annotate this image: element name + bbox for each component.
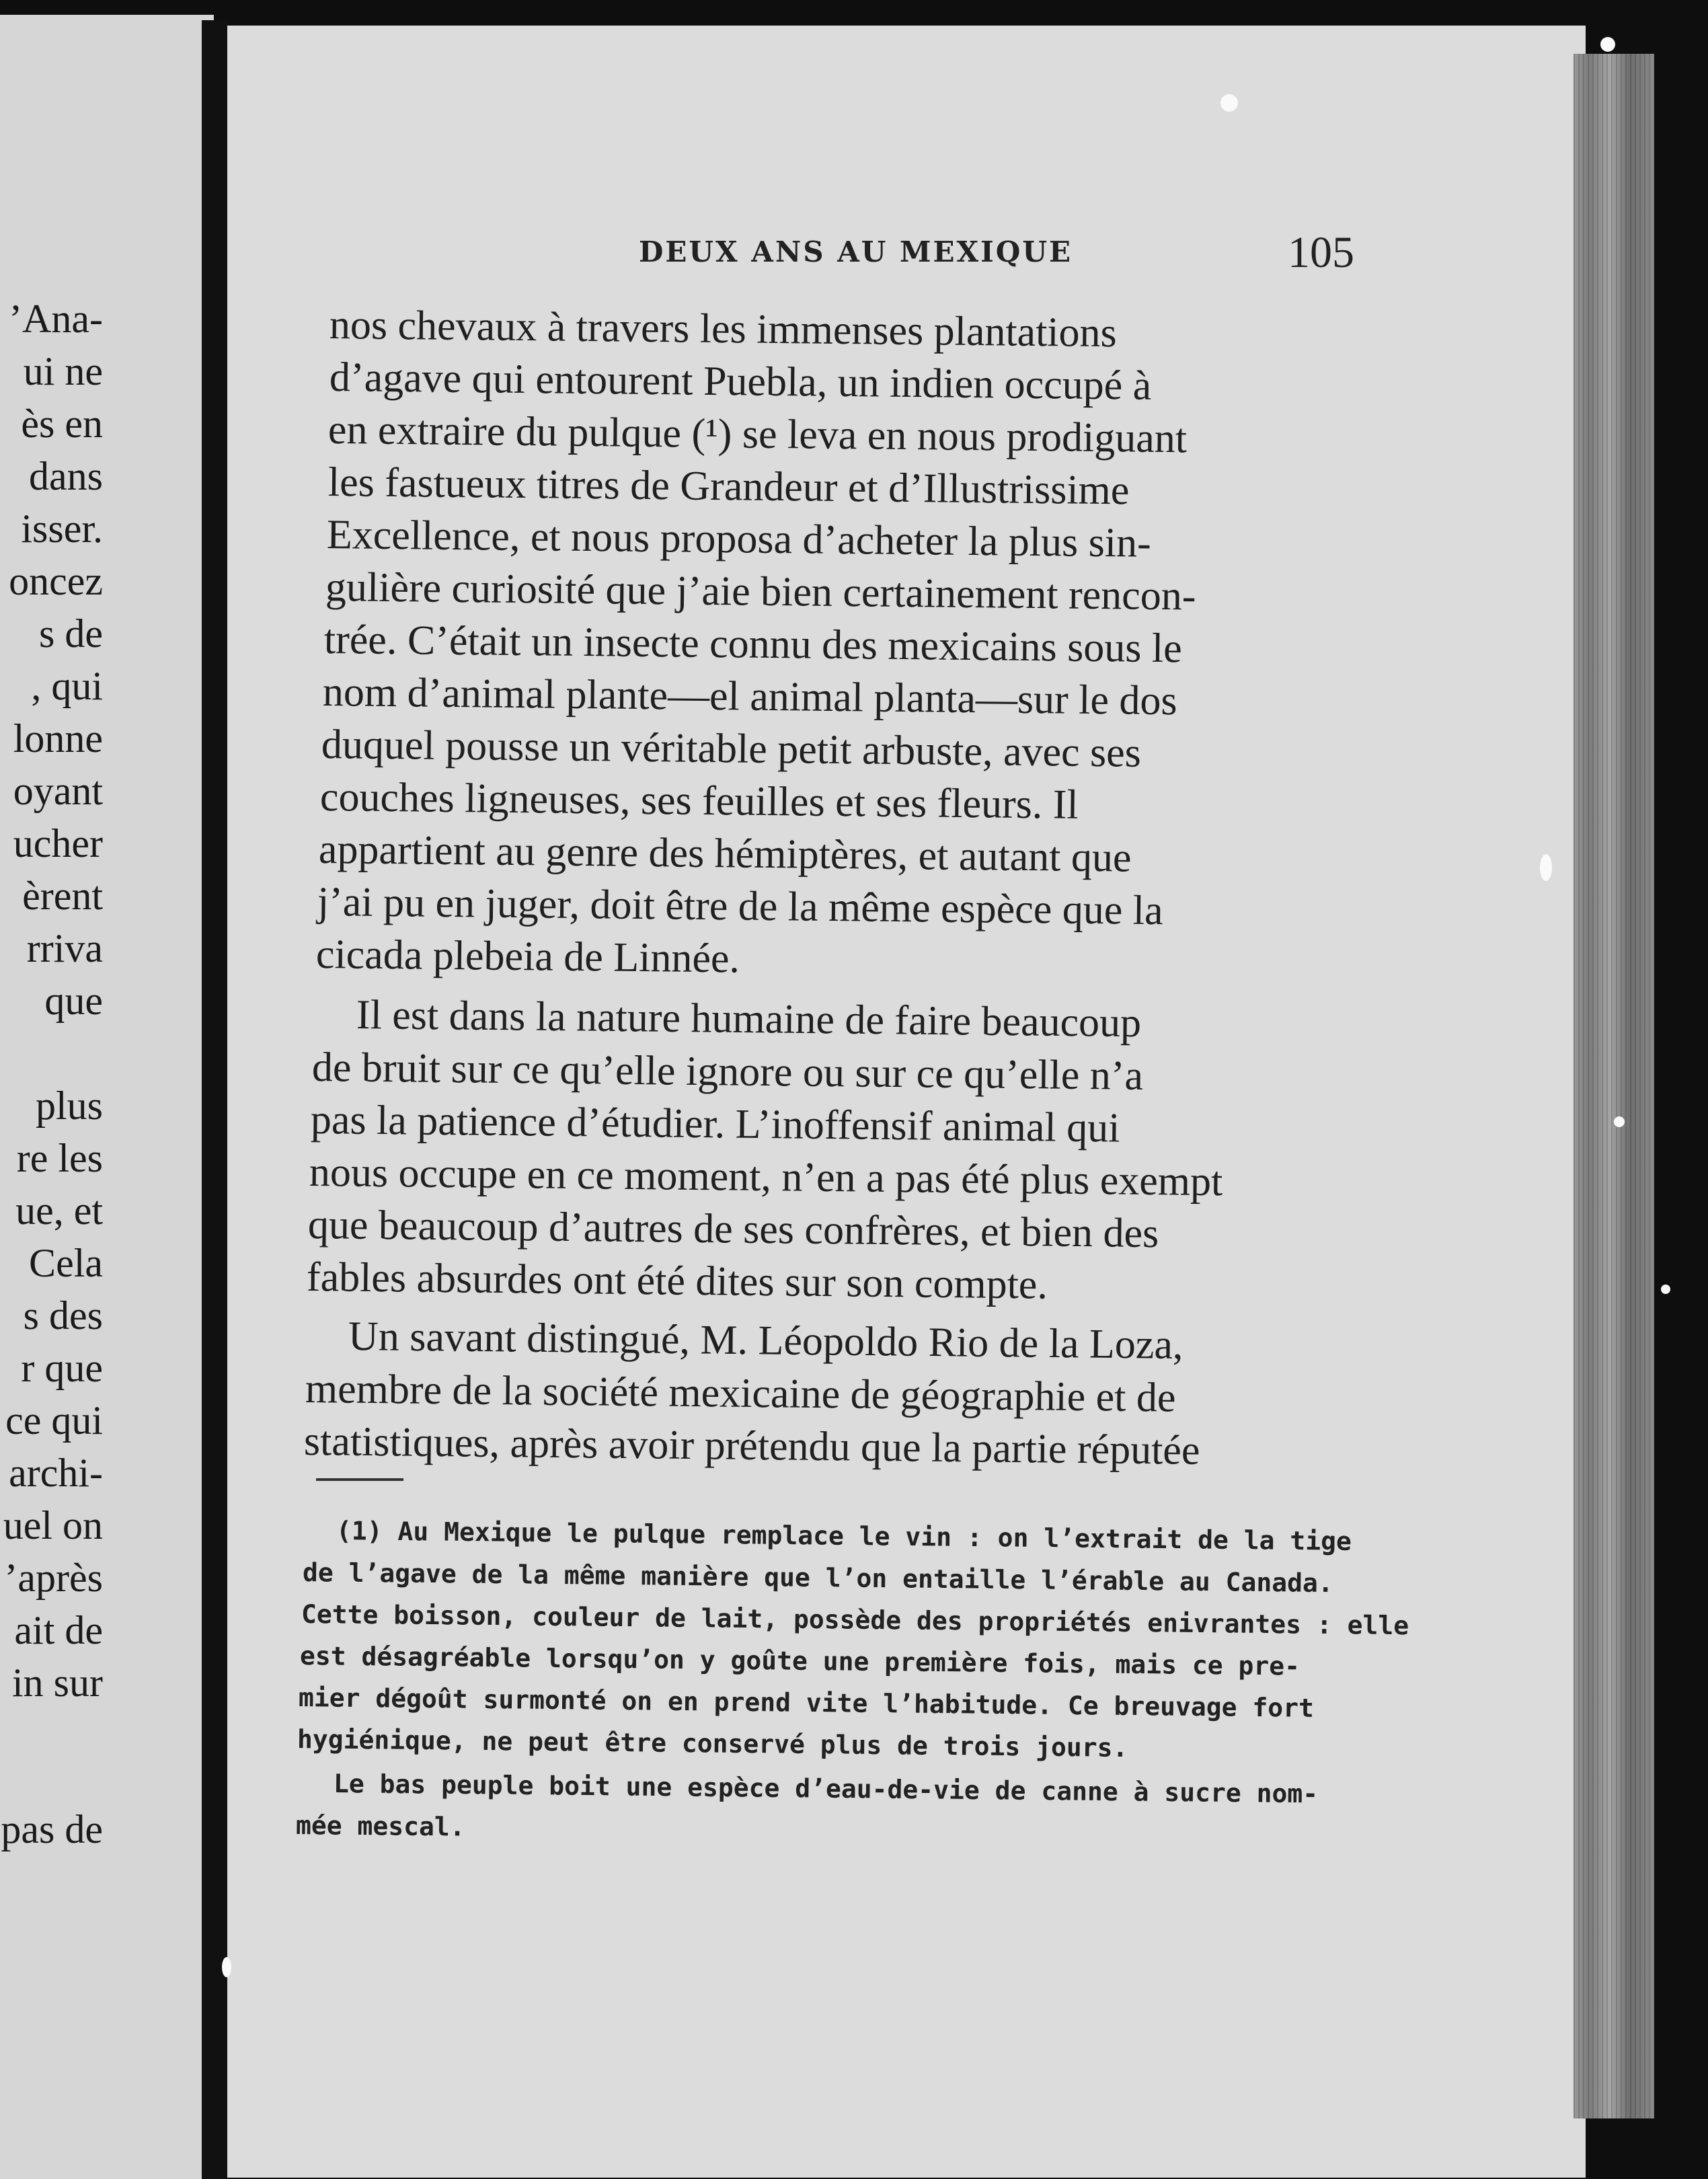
body-line: membre de la société mexicaine de géographie et de xyxy=(305,1366,1176,1421)
left-page-line: re les xyxy=(16,1136,103,1180)
dust-speck xyxy=(1220,94,1238,112)
left-page-line: s des xyxy=(23,1293,103,1338)
body-line: duquel pousse un véritable petit arbuste, avec ses xyxy=(321,722,1142,776)
body-line: Excellence, et nous proposa d’acheter la plus sin- xyxy=(326,512,1152,566)
left-page-line: oncez xyxy=(9,559,103,603)
left-page-line: rriva xyxy=(26,926,103,970)
left-page-fragment xyxy=(0,15,214,2179)
footnote-rule xyxy=(316,1478,403,1481)
body-line: j’ai pu en juger, doit être de la même espèce que la xyxy=(317,879,1163,934)
left-page-line: que xyxy=(44,979,103,1023)
dust-speck xyxy=(222,1957,231,1977)
left-page-line: ’après xyxy=(4,1556,103,1600)
left-page-line: in sur xyxy=(12,1660,103,1705)
body-line: gulière curiosité que j’aie bien certainement rencon- xyxy=(325,564,1196,619)
body-line: de bruit sur ce qu’elle ignore ou sur ce qu’elle n’a xyxy=(311,1044,1144,1099)
page-number: 105 xyxy=(1288,228,1354,277)
dust-speck xyxy=(1540,854,1552,881)
left-page-line: r que xyxy=(21,1346,103,1390)
book-gutter xyxy=(202,20,229,2179)
left-page-line: ucher xyxy=(13,821,103,866)
left-page-line: archi- xyxy=(9,1451,103,1495)
dust-speck xyxy=(1614,1116,1625,1127)
footnote-line: mier dégoût surmonté on en prend vite l’habitude. Ce breuvage fort xyxy=(298,1683,1315,1723)
body-line: fables absurdes ont été dites sur son compte. xyxy=(306,1254,1048,1308)
body-line: d’agave qui entourent Puebla, un indien occupé à xyxy=(329,354,1152,409)
left-page-line: ait de xyxy=(14,1608,103,1652)
footnote-line: de l’agave de la même manière que l’on entaille l’érable au Canada. xyxy=(302,1558,1333,1599)
body-line: nous occupe en ce moment, n’en a pas été plus exempt xyxy=(309,1149,1223,1205)
footnote-line: est désagréable lorsqu’on y goûte une première fois, mais ce pre- xyxy=(299,1641,1301,1681)
body-line: nom d’animal plante—el animal planta—sur le dos xyxy=(322,669,1177,724)
dust-speck xyxy=(1661,1285,1670,1294)
left-page-line: oyant xyxy=(13,769,103,813)
left-page-line: plus xyxy=(35,1083,103,1128)
left-page-line: ’Ana- xyxy=(9,297,103,341)
body-line: couches ligneuses, ses feuilles et ses fleurs. Il xyxy=(319,774,1079,828)
left-page-line: lonne xyxy=(13,716,103,761)
body-line: statistiques, après avoir prétendu que la partie réputée xyxy=(303,1418,1200,1474)
body-line: pas la patience d’étudier. L’inoffensif animal qui xyxy=(310,1097,1120,1151)
left-page-line: isser. xyxy=(21,506,103,551)
body-line: nos chevaux à travers les immenses plantations xyxy=(329,302,1118,356)
left-page-line: dans xyxy=(29,454,103,498)
left-page-line: ui ne xyxy=(23,349,103,393)
left-page-line: ue, et xyxy=(15,1188,103,1233)
left-page-line: s de xyxy=(39,611,103,656)
footnote-line: (1) Au Mexique le pulque remplace le vin : on l’extrait de la tige xyxy=(336,1516,1352,1556)
left-page-line: , qui xyxy=(31,664,103,708)
footnote-line: Cette boisson, couleur de lait, possède des propriétés enivrantes : elle xyxy=(301,1599,1409,1641)
running-head: DEUX ANS AU MEXIQUE xyxy=(639,235,1073,268)
body-line: que beaucoup d’autres de ses confrères, et bien des xyxy=(307,1202,1159,1257)
body-line: Un savant distingué, M. Léopoldo Rio de la Loza, xyxy=(348,1313,1183,1368)
footnote-line: hygiénique, ne peut être conservé plus de trois jours. xyxy=(297,1724,1128,1763)
body-line: appartient au genre des hémiptères, et autant que xyxy=(318,827,1132,881)
body-line: en extraire du pulque (¹) se leva en nous prodiguant xyxy=(327,407,1188,462)
page-edge-texture xyxy=(1574,54,1654,2118)
body-line: cicada plebeia de Linnée. xyxy=(315,931,740,982)
footnote-line: mée mescal. xyxy=(295,1810,465,1842)
body-line: trée. C’était un insecte connu des mexicains sous le xyxy=(323,617,1183,672)
left-page-line: ce qui xyxy=(5,1398,103,1443)
left-page-line: èrent xyxy=(22,874,103,918)
dust-speck xyxy=(1600,37,1615,52)
body-line: les fastueux titres de Grandeur et d’Illustrissime xyxy=(327,459,1130,514)
left-page-line: Cela xyxy=(29,1241,103,1285)
left-page-line: uel on xyxy=(3,1503,103,1547)
left-page-line: pas de xyxy=(1,1807,103,1851)
footnote-line: Le bas peuple boit une espèce d’eau-de-vie de canne à sucre nom- xyxy=(333,1769,1319,1809)
body-line: Il est dans la nature humaine de faire beaucoup xyxy=(356,992,1142,1046)
left-page-line: ès en xyxy=(21,402,103,446)
